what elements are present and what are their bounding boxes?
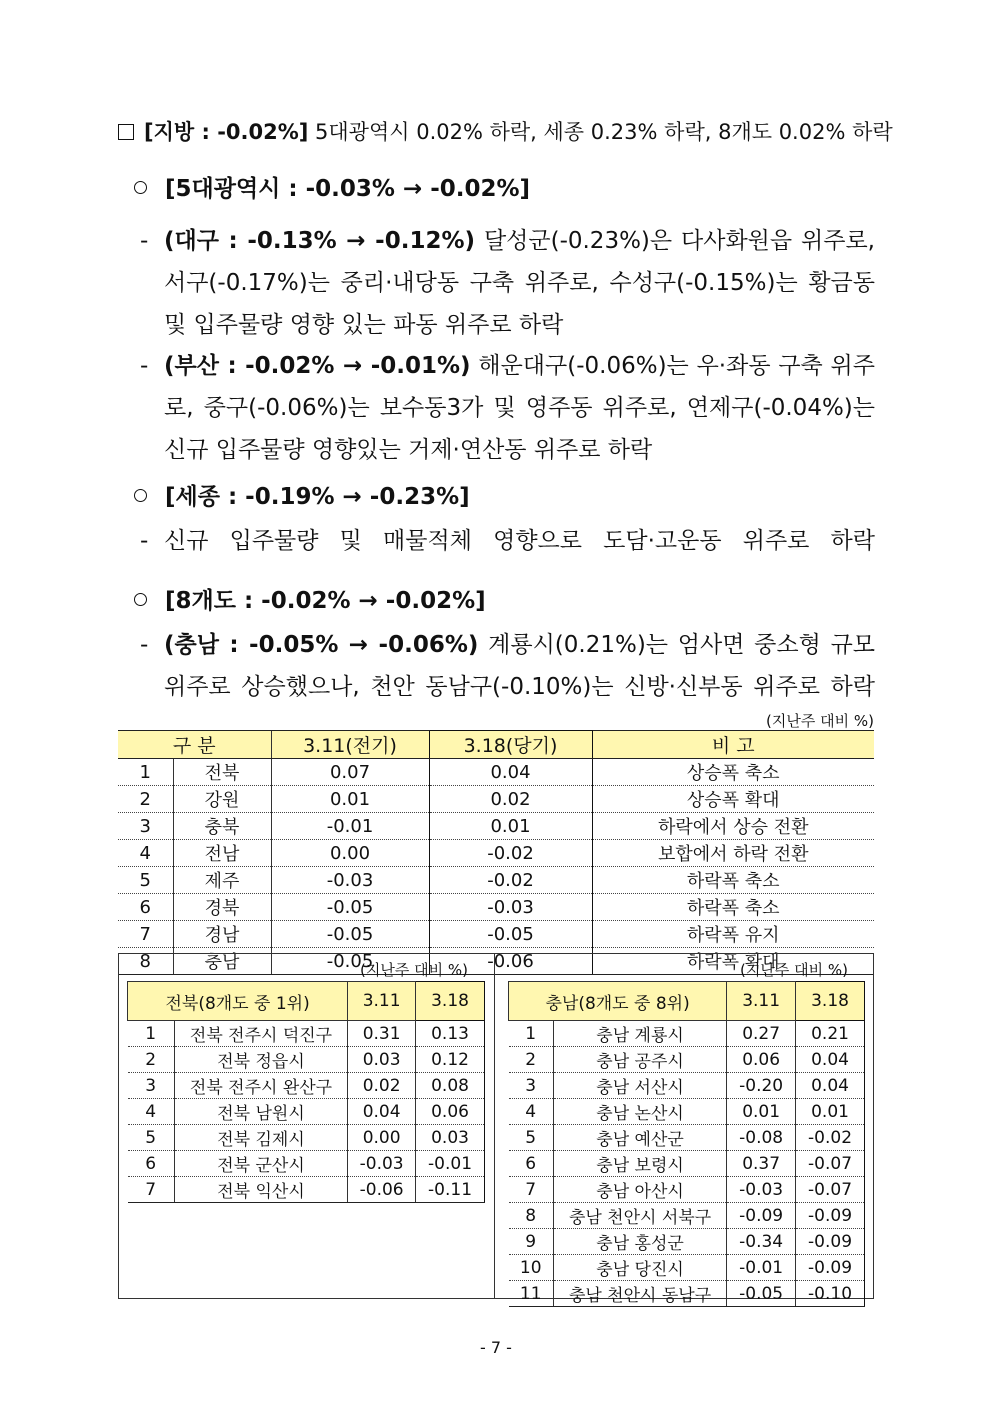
- previous-value-cell: -0.05: [271, 921, 429, 948]
- provinces-heading: [8개도 : -0.02% → -0.02%]: [165, 588, 486, 614]
- current-value-cell: 0.13: [416, 1021, 485, 1047]
- table-row: [118, 840, 874, 867]
- table-header-row: [128, 982, 485, 1021]
- previous-value-cell: 0.06: [727, 1047, 796, 1073]
- remarks-cell: 하락폭 축소: [592, 867, 874, 894]
- provinces-change-table: [118, 730, 874, 975]
- area-cell: 전북 전주시 완산구: [174, 1073, 347, 1099]
- area-cell: 전북 남원시: [174, 1099, 347, 1125]
- rank-cell: 2: [118, 786, 173, 813]
- jeonbuk-detail-table: [127, 981, 485, 1203]
- area-cell: 충남 예산군: [553, 1125, 726, 1151]
- left-header-prev: 3.11: [348, 982, 416, 1021]
- area-cell: 충남 아산시: [553, 1177, 726, 1203]
- dash-bullet: -: [140, 228, 149, 254]
- current-value-cell: 0.04: [796, 1073, 865, 1099]
- daegu-text: 달성군(-0.23%)은 다사화원읍 위주로, 서구(-0.17%)는 중리·내당동 구축 위주로, 수성구(-0.15%)는 황금동 및 입주물량 영향 있는 파동 위주로 하락: [164, 228, 875, 338]
- area-cell: 충남 보령시: [553, 1151, 726, 1177]
- previous-value-cell: 0.31: [348, 1021, 416, 1047]
- table-row: [509, 1281, 865, 1307]
- region-cell: 경남: [173, 921, 271, 948]
- current-value-cell: 0.03: [416, 1125, 485, 1151]
- previous-value-cell: 0.07: [271, 759, 429, 786]
- rank-cell: 9: [509, 1229, 554, 1255]
- table-row: [509, 1255, 865, 1281]
- table-row: [509, 1203, 865, 1229]
- previous-value-cell: 0.27: [727, 1021, 796, 1047]
- busan-paragraph: [140, 345, 875, 471]
- area-cell: 전북 익산시: [174, 1177, 347, 1203]
- previous-value-cell: -0.05: [271, 894, 429, 921]
- table-row: [509, 1125, 865, 1151]
- chungnam-detail-table: [508, 981, 865, 1307]
- previous-value-cell: 0.37: [727, 1151, 796, 1177]
- sejong-text: 신규 입주물량 및 매물적체 영향으로 도담·고운동 위주로 하락: [164, 528, 875, 554]
- right-table-unit: (지난주 대비 %): [740, 961, 848, 979]
- previous-value-cell: -0.05: [727, 1281, 796, 1307]
- current-value-cell: -0.01: [416, 1151, 485, 1177]
- rank-cell: 2: [128, 1047, 175, 1073]
- table-row: [509, 1099, 865, 1125]
- table-header-row: [118, 731, 874, 759]
- metro-heading: [5대광역시 : -0.03% → -0.02%]: [165, 176, 531, 202]
- header-current: 3.18(당기): [429, 731, 592, 759]
- rank-cell: 5: [509, 1125, 554, 1151]
- rank-cell: 8: [509, 1203, 554, 1229]
- current-value-cell: 0.01: [796, 1099, 865, 1125]
- region-cell: 충북: [173, 813, 271, 840]
- area-cell: 충남 천안시 서북구: [553, 1203, 726, 1229]
- current-value-cell: 0.04: [429, 759, 592, 786]
- daegu-paragraph: [140, 220, 875, 346]
- dash-bullet: -: [140, 528, 149, 554]
- current-value-cell: -0.09: [796, 1229, 865, 1255]
- remarks-cell: 하락폭 축소: [592, 894, 874, 921]
- metro-heading-line: [134, 170, 530, 203]
- chungnam-label: (충남 : -0.05% → -0.06%): [164, 632, 479, 658]
- rank-cell: 5: [118, 867, 173, 894]
- circle-bullet-icon: [134, 593, 147, 606]
- current-value-cell: -0.07: [796, 1177, 865, 1203]
- area-cell: 충남 당진시: [553, 1255, 726, 1281]
- rank-cell: 10: [509, 1255, 554, 1281]
- header-remarks: 비 고: [592, 731, 874, 759]
- previous-value-cell: -0.03: [271, 867, 429, 894]
- daegu-label: (대구 : -0.13% → -0.12%): [164, 228, 476, 254]
- right-header-cur: 3.18: [796, 982, 865, 1021]
- rank-cell: 1: [128, 1021, 175, 1047]
- current-value-cell: 0.02: [429, 786, 592, 813]
- current-value-cell: 0.04: [796, 1047, 865, 1073]
- current-value-cell: -0.02: [429, 840, 592, 867]
- checkbox-square-icon: [118, 124, 134, 140]
- region-cell: 강원: [173, 786, 271, 813]
- previous-value-cell: -0.34: [727, 1229, 796, 1255]
- table-row: [509, 1073, 865, 1099]
- area-cell: 충남 홍성군: [553, 1229, 726, 1255]
- region-cell: 제주: [173, 867, 271, 894]
- current-value-cell: -0.07: [796, 1151, 865, 1177]
- remarks-cell: 보합에서 하락 전환: [592, 840, 874, 867]
- previous-value-cell: 0.03: [348, 1047, 416, 1073]
- left-header-region: 전북(8개도 중 1위): [128, 982, 348, 1021]
- table-row: [509, 1177, 865, 1203]
- current-value-cell: -0.02: [796, 1125, 865, 1151]
- current-value-cell: 0.21: [796, 1021, 865, 1047]
- summary-line: [118, 116, 893, 146]
- rank-cell: 2: [509, 1047, 554, 1073]
- rank-cell: 7: [509, 1177, 554, 1203]
- rank-cell: 7: [128, 1177, 175, 1203]
- table-row: [118, 759, 874, 786]
- table-row: [128, 1047, 485, 1073]
- rank-cell: 3: [118, 813, 173, 840]
- current-value-cell: -0.09: [796, 1255, 865, 1281]
- previous-value-cell: -0.08: [727, 1125, 796, 1151]
- table-row: [128, 1099, 485, 1125]
- current-value-cell: -0.06: [429, 948, 592, 975]
- previous-value-cell: -0.06: [348, 1177, 416, 1203]
- chungnam-paragraph: [140, 624, 875, 708]
- area-cell: 전북 군산시: [174, 1151, 347, 1177]
- rank-cell: 4: [118, 840, 173, 867]
- previous-value-cell: 0.01: [727, 1099, 796, 1125]
- area-cell: 전북 정읍시: [174, 1047, 347, 1073]
- previous-value-cell: 0.02: [348, 1073, 416, 1099]
- remarks-cell: 하락폭 확대: [592, 948, 874, 975]
- area-cell: 충남 공주시: [553, 1047, 726, 1073]
- rank-cell: 11: [509, 1281, 554, 1307]
- rank-cell: 7: [118, 921, 173, 948]
- area-cell: 충남 천안시 동남구: [553, 1281, 726, 1307]
- previous-value-cell: -0.09: [727, 1203, 796, 1229]
- rank-cell: 4: [509, 1099, 554, 1125]
- provinces-heading-line: [134, 582, 486, 615]
- right-header-region: 충남(8개도 중 8위): [509, 982, 727, 1021]
- sejong-heading-line: [134, 478, 470, 511]
- chungnam-text: 계룡시(0.21%)는 엄사면 중소형 규모 위주로 상승했으나, 천안 동남구(-0.10%)는 신방·신부동 위주로 하락: [164, 632, 876, 700]
- remarks-cell: 하락에서 상승 전환: [592, 813, 874, 840]
- region-cell: 경북: [173, 894, 271, 921]
- table-row: [128, 1177, 485, 1203]
- previous-value-cell: 0.00: [271, 840, 429, 867]
- table-row: [128, 1125, 485, 1151]
- left-header-cur: 3.18: [416, 982, 485, 1021]
- rank-cell: 6: [128, 1151, 175, 1177]
- rank-cell: 3: [128, 1073, 175, 1099]
- previous-value-cell: -0.20: [727, 1073, 796, 1099]
- table-row: [128, 1151, 485, 1177]
- busan-label: (부산 : -0.02% → -0.01%): [164, 353, 471, 379]
- remarks-cell: 상승폭 축소: [592, 759, 874, 786]
- dash-bullet: -: [140, 632, 149, 658]
- region-cell: 충남: [173, 948, 271, 975]
- sejong-paragraph: [140, 520, 875, 562]
- rank-cell: 8: [118, 948, 173, 975]
- previous-value-cell: 0.00: [348, 1125, 416, 1151]
- table-row: [128, 1021, 485, 1047]
- header-previous: 3.11(전기): [271, 731, 429, 759]
- left-table-unit: (지난주 대비 %): [360, 961, 468, 979]
- rank-cell: 6: [118, 894, 173, 921]
- circle-bullet-icon: [134, 489, 147, 502]
- page-number: - 7 -: [480, 1338, 512, 1357]
- previous-value-cell: -0.01: [727, 1255, 796, 1281]
- table-row: [118, 813, 874, 840]
- previous-value-cell: -0.05: [271, 948, 429, 975]
- table-row: [118, 921, 874, 948]
- remarks-cell: 상승폭 확대: [592, 786, 874, 813]
- area-cell: 전북 전주시 덕진구: [174, 1021, 347, 1047]
- main-table-unit: (지난주 대비 %): [766, 712, 874, 730]
- busan-text: 해운대구(-0.06%)는 우·좌동 구축 위주로, 중구(-0.06%)는 보수동3가 및 영주동 위주로, 연제구(-0.04%)는 신규 입주물량 영향있는 거제·연산동 위주로 하락: [164, 353, 875, 463]
- current-value-cell: 0.12: [416, 1047, 485, 1073]
- rank-cell: 1: [118, 759, 173, 786]
- summary-label: [지방 : -0.02%]: [144, 120, 309, 144]
- current-value-cell: 0.06: [416, 1099, 485, 1125]
- summary-text: 5대광역시 0.02% 하락, 세종 0.23% 하락, 8개도 0.02% 하락: [308, 120, 893, 144]
- table-row: [509, 1047, 865, 1073]
- rank-cell: 5: [128, 1125, 175, 1151]
- table-row: [118, 894, 874, 921]
- previous-value-cell: -0.03: [727, 1177, 796, 1203]
- table-row: [509, 1021, 865, 1047]
- table-row: [128, 1073, 485, 1099]
- dash-bullet: -: [140, 353, 149, 379]
- header-category: 구 분: [118, 731, 271, 759]
- rank-cell: 1: [509, 1021, 554, 1047]
- rank-cell: 6: [509, 1151, 554, 1177]
- right-header-prev: 3.11: [727, 982, 796, 1021]
- current-value-cell: -0.10: [796, 1281, 865, 1307]
- sejong-heading: [세종 : -0.19% → -0.23%]: [165, 484, 470, 510]
- current-value-cell: -0.11: [416, 1177, 485, 1203]
- previous-value-cell: 0.04: [348, 1099, 416, 1125]
- table-header-row: [509, 982, 865, 1021]
- area-cell: 충남 서산시: [553, 1073, 726, 1099]
- table-row: [118, 786, 874, 813]
- region-cell: 전남: [173, 840, 271, 867]
- rank-cell: 3: [509, 1073, 554, 1099]
- current-value-cell: 0.08: [416, 1073, 485, 1099]
- current-value-cell: -0.03: [429, 894, 592, 921]
- rank-cell: 4: [128, 1099, 175, 1125]
- area-cell: 충남 논산시: [553, 1099, 726, 1125]
- current-value-cell: -0.09: [796, 1203, 865, 1229]
- previous-value-cell: -0.01: [271, 813, 429, 840]
- circle-bullet-icon: [134, 181, 147, 194]
- remarks-cell: 하락폭 유지: [592, 921, 874, 948]
- previous-value-cell: 0.01: [271, 786, 429, 813]
- area-cell: 충남 계룡시: [553, 1021, 726, 1047]
- table-row: [509, 1229, 865, 1255]
- table-row: [118, 867, 874, 894]
- region-cell: 전북: [173, 759, 271, 786]
- area-cell: 전북 김제시: [174, 1125, 347, 1151]
- table-row: [509, 1151, 865, 1177]
- current-value-cell: -0.05: [429, 921, 592, 948]
- previous-value-cell: -0.03: [348, 1151, 416, 1177]
- current-value-cell: -0.02: [429, 867, 592, 894]
- current-value-cell: 0.01: [429, 813, 592, 840]
- detail-tables-divider: [494, 953, 495, 1299]
